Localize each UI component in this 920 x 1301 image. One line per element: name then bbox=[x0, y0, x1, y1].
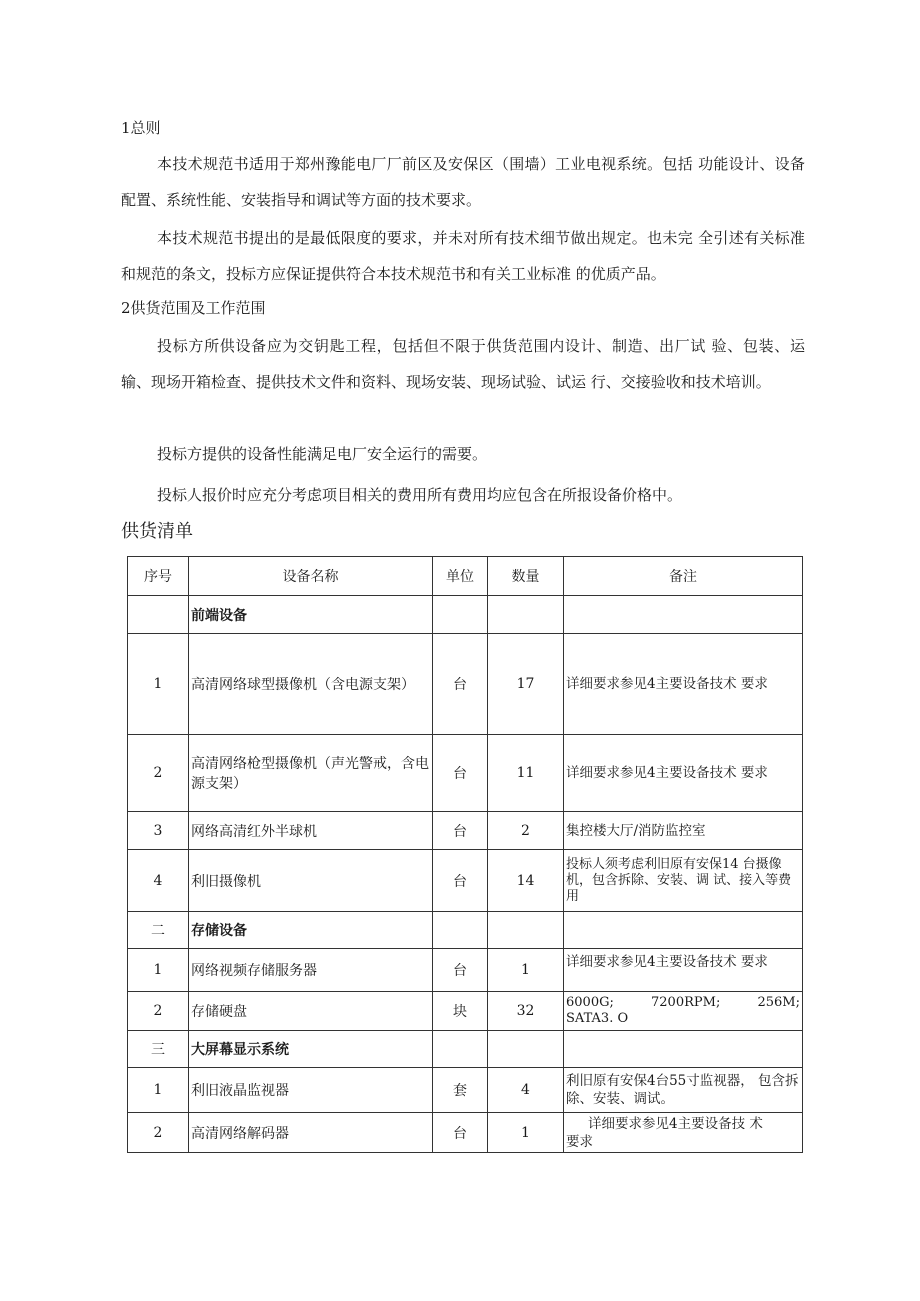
note-line bbox=[566, 995, 800, 1011]
row-qty: 32 bbox=[488, 992, 564, 1031]
row-no: 1 bbox=[128, 1068, 189, 1113]
section-1-heading: 1总则 bbox=[121, 119, 161, 137]
section-2-paragraph-1: 投标方所供设备应为交钥匙工程，包括但不限于供货范围内设计、制造、出厂试 验、包装、运输、现场开箱检查、提供技术文件和资料、现场安装、现场试验、试运 行、交接验收和技术培训。 bbox=[121, 337, 805, 391]
note-line: SATA3. O bbox=[566, 1011, 629, 1026]
row-no: 3 bbox=[128, 812, 189, 850]
row-name: 存储设备 bbox=[189, 912, 433, 949]
row-note: 详细要求参见4主要设备技术 要求 bbox=[564, 634, 803, 735]
row-qty: 14 bbox=[488, 850, 564, 912]
note-line: 要求 bbox=[566, 1133, 593, 1150]
table-row bbox=[128, 1068, 803, 1113]
table-row bbox=[128, 634, 803, 735]
section-2-paragraph-2: 投标方提供的设备性能满足电厂安全运行的需要。 bbox=[157, 445, 488, 463]
row-note bbox=[564, 912, 803, 949]
table-row bbox=[128, 1113, 803, 1153]
supply-list-title: 供货清单 bbox=[121, 521, 193, 542]
row-qty bbox=[488, 912, 564, 949]
section-2-heading: 2供货范围及工作范围 bbox=[121, 299, 266, 317]
header-qty: 数量 bbox=[488, 557, 564, 596]
row-unit: 台 bbox=[433, 735, 488, 812]
note-part: 7200RPM; bbox=[651, 995, 721, 1010]
row-unit: 块 bbox=[433, 992, 488, 1031]
row-no: 1 bbox=[128, 634, 189, 735]
row-no: 2 bbox=[128, 735, 189, 812]
section-2-paragraph-3: 投标人报价时应充分考虑项目相关的费用所有费用均应包含在所报设备价格中。 bbox=[157, 486, 683, 504]
table-row bbox=[128, 992, 803, 1031]
note-part: 256M; bbox=[757, 995, 800, 1010]
table-row bbox=[128, 1031, 803, 1068]
row-qty bbox=[488, 596, 564, 634]
header-note: 备注 bbox=[564, 557, 803, 596]
row-note bbox=[564, 596, 803, 634]
section-1-paragraph-1: 本技术规范书适用于郑州豫能电厂厂前区及安保区（围墙）工业电视系统。包括 功能设计、设备配置、系统性能、安装指导和调试等方面的技术要求。 bbox=[121, 155, 805, 209]
row-name: 高清网络枪型摄像机（声光警戒，含电源支架） bbox=[189, 735, 433, 812]
table-header-row bbox=[128, 557, 803, 596]
row-unit: 台 bbox=[433, 850, 488, 912]
row-note: 详细要求参见4主要设备技术 要求 bbox=[564, 949, 803, 992]
table-row bbox=[128, 596, 803, 634]
row-unit bbox=[433, 1031, 488, 1068]
header-unit: 单位 bbox=[433, 557, 488, 596]
row-name: 大屏幕显示系统 bbox=[189, 1031, 433, 1068]
table-row bbox=[128, 735, 803, 812]
row-name: 高清网络解码器 bbox=[189, 1113, 433, 1153]
row-name: 利旧液晶监视器 bbox=[189, 1068, 433, 1113]
row-name: 利旧摄像机 bbox=[189, 850, 433, 912]
row-note bbox=[564, 1031, 803, 1068]
row-unit bbox=[433, 596, 488, 634]
row-unit bbox=[433, 912, 488, 949]
row-unit: 台 bbox=[433, 949, 488, 992]
row-qty: 1 bbox=[488, 1113, 564, 1153]
row-name: 存储硬盘 bbox=[189, 992, 433, 1031]
row-qty: 11 bbox=[488, 735, 564, 812]
row-no: 二 bbox=[128, 912, 189, 949]
row-unit: 台 bbox=[433, 634, 488, 735]
note-part: 6000G; bbox=[566, 995, 614, 1010]
table-row bbox=[128, 850, 803, 912]
row-qty: 17 bbox=[488, 634, 564, 735]
header-name: 设备名称 bbox=[189, 557, 433, 596]
row-note: 集控楼大厅/消防监控室 bbox=[564, 812, 803, 850]
row-no: 2 bbox=[128, 1113, 189, 1153]
row-note: 利旧原有安保4台55寸监视器， 包含拆除、安装、调试。 bbox=[564, 1068, 803, 1113]
table-row bbox=[128, 912, 803, 949]
row-note bbox=[564, 1113, 803, 1153]
table-row bbox=[128, 949, 803, 992]
row-note: 详细要求参见4主要设备技术 要求 bbox=[564, 735, 803, 812]
row-name: 网络视频存储服务器 bbox=[189, 949, 433, 992]
row-no: 三 bbox=[128, 1031, 189, 1068]
row-qty: 1 bbox=[488, 949, 564, 992]
supply-list-table bbox=[127, 556, 803, 1153]
row-note: 投标人须考虑利旧原有安保14 台摄像机，包含拆除、安装、调 试、接入等费用 bbox=[564, 850, 803, 912]
row-no: 4 bbox=[128, 850, 189, 912]
row-qty: 4 bbox=[488, 1068, 564, 1113]
note-line: 详细要求参见4主要设备技 术 bbox=[588, 1115, 763, 1132]
row-unit: 套 bbox=[433, 1068, 488, 1113]
row-no: 2 bbox=[128, 992, 189, 1031]
row-qty: 2 bbox=[488, 812, 564, 850]
row-no: 1 bbox=[128, 949, 189, 992]
row-no bbox=[128, 596, 189, 634]
row-name: 高清网络球型摄像机（含电源支架） bbox=[189, 634, 433, 735]
row-name: 前端设备 bbox=[189, 596, 433, 634]
row-qty bbox=[488, 1031, 564, 1068]
row-note bbox=[564, 992, 803, 1031]
row-name: 网络高清红外半球机 bbox=[189, 812, 433, 850]
table-row bbox=[128, 812, 803, 850]
header-no: 序号 bbox=[128, 557, 189, 596]
section-1-paragraph-2: 本技术规范书提出的是最低限度的要求，并未对所有技术细节做出规定。也未完 全引述有关标准和规范的条文，投标方应保证提供符合本技术规范书和有关工业标准 的优质产品。 bbox=[121, 229, 805, 283]
row-unit: 台 bbox=[433, 1113, 488, 1153]
row-unit: 台 bbox=[433, 812, 488, 850]
